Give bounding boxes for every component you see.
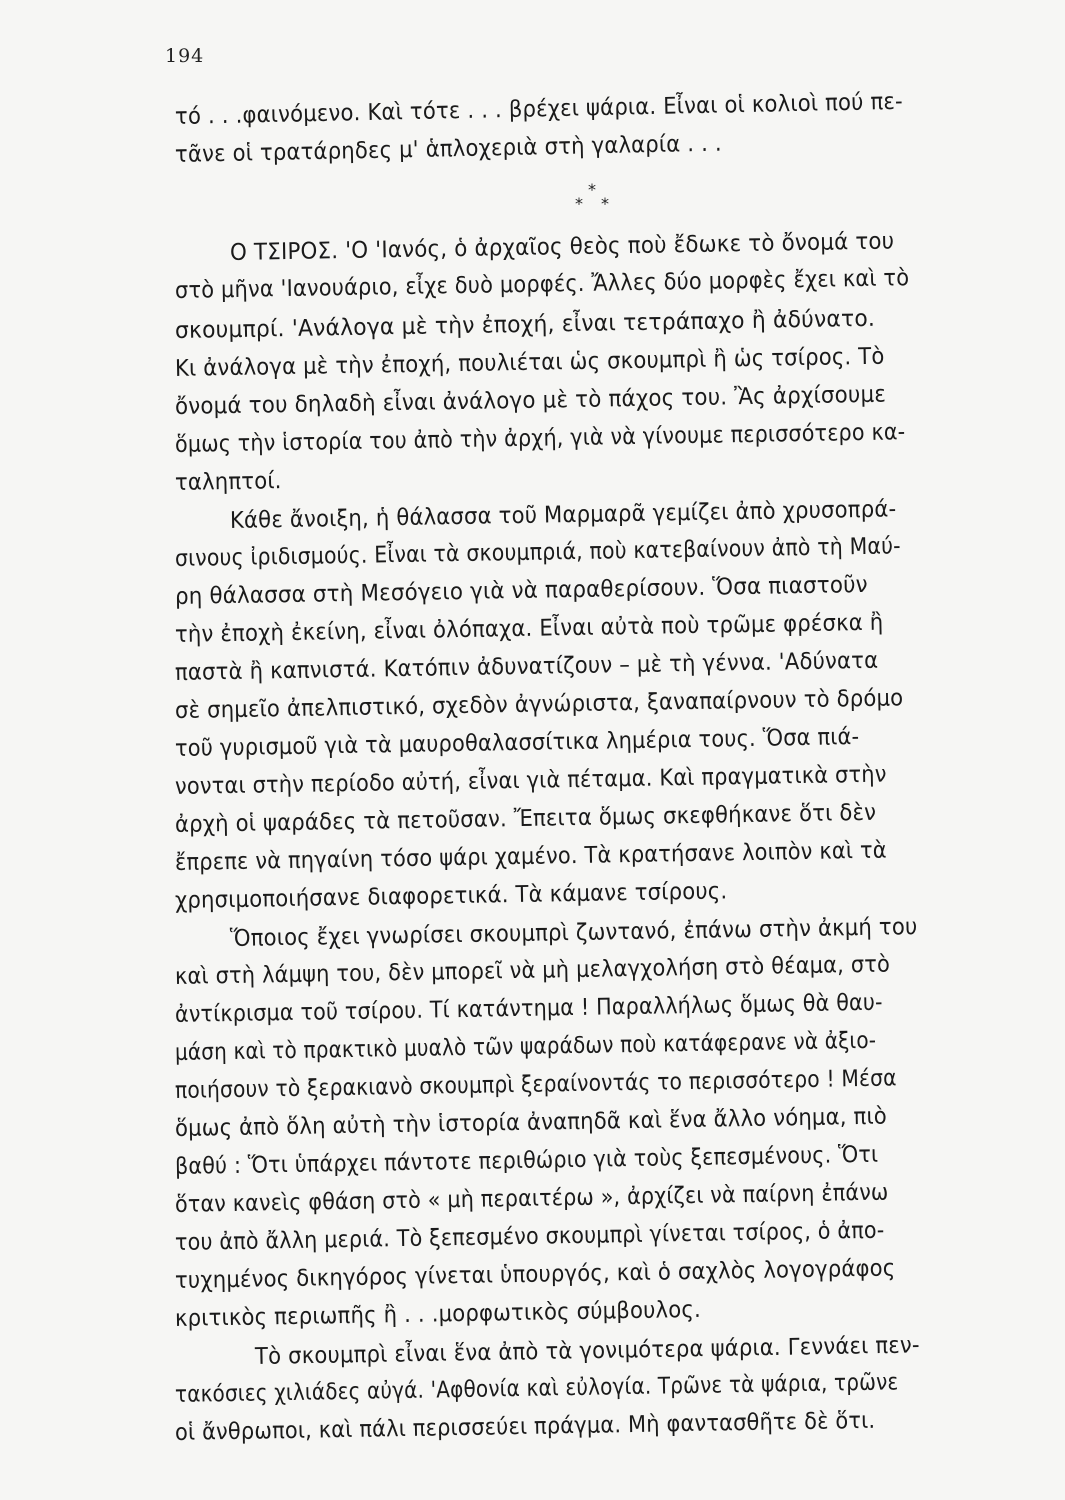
text-line: νονται στὴν περίοδο αὐτή, εἶναι γιὰ πέταμα. Καὶ πραγματικὰ στὴν	[174, 761, 887, 800]
text-line: κριτικὸς περιωπῆς ἢ . . .μορφωτικὸς σύμβουλος.	[174, 1296, 702, 1332]
text-line: τυχημένος δικηγόρος γίνεται ὑπουργός, καὶ ὁ σαχλὸς λογογράφος	[174, 1255, 896, 1294]
text-line: παστὰ ἢ καπνιστά. Κατόπιν ἀδυνατίζουν – μὲ τὴ γέννα. 'Αδύνατα	[174, 647, 879, 686]
text-line: τοῦ γυρισμοῦ γιὰ τὰ μαυροθαλασσίτικα λημέρια τους. Ὅσα πιά-	[174, 724, 860, 762]
section-separator	[575, 180, 615, 220]
text-line: ποιήσουν τὸ ξερακιανὸ σκουμπρὶ ξεραίνοντάς το περισσότερο ! Μέσα	[174, 1065, 897, 1104]
text-line: ὅταν κανεὶς φθάση στὸ « μὴ περαιτέρω », ἀρχίζει νὰ παίρνη ἐπάνω	[174, 1179, 889, 1218]
text-line: στὸ μῆνα 'Ιανουάριο, εἶχε δυὸ μορφές. Ἄλλες δύο μορφὲς ἔχει καὶ τὸ	[174, 265, 910, 304]
text-line: Κι ἀνάλογα μὲ τὴν ἐποχή, πουλιέται ὡς σκουμπρὶ ἢ ὡς τσίρος. Τὸ	[174, 343, 885, 382]
text-line: ἔπρεπε νὰ πηγαίνη τόσο ψάρι χαμένο. Τὰ κρατήσανε λοιπὸν καὶ τὰ	[174, 837, 887, 876]
text-line: του ἀπὸ ἄλλη μεριά. Τὸ ξεπεσμένο σκουμπρὶ γίνεται τσίρος, ὁ ἀπο-	[174, 1217, 885, 1256]
text-line: ρη θάλασσα στὴ Μεσόγειο γιὰ νὰ παραθερίσουν. Ὅσα πιαστοῦν	[174, 571, 869, 610]
separator-star-right: *	[601, 194, 609, 213]
text-line: τακόσιες χιλιάδες αὐγά. 'Αφθονία καὶ εὐλογία. Τρῶνε τὰ ψάρια, τρῶνε	[174, 1369, 899, 1408]
text-line: ἀντίκρισμα τοῦ τσίρου. Τί κατάντημα ! Παραλλήλως ὅμως θὰ θαυ-	[174, 989, 883, 1028]
separator-star-left: *	[575, 194, 583, 213]
text-line: καὶ στὴ λάμψη του, δὲν μπορεῖ νὰ μὴ μελαγχολήση στὸ θέαμα, στὸ	[174, 951, 891, 990]
text-line: Κάθε ἄνοιξη, ἡ θάλασσα τοῦ Μαρμαρᾶ γεμίζει ἀπὸ χρυσοπρά-	[229, 496, 897, 534]
text-line: οἱ ἄνθρωποι, καὶ πάλι περισσεύει πράγμα. Μὴ φαντασθῆτε δὲ ὅτι.	[174, 1407, 876, 1446]
text-line: ταληπτοί.	[174, 468, 282, 496]
text-line: σκουμπρί. 'Ανάλογα μὲ τὴν ἐποχή, εἶναι τετράπαχο ἢ ἀδύνατο.	[174, 305, 876, 344]
text-line: τὴν ἐποχὴ ἐκείνη, εἶναι ὀλόπαχα. Εἶναι αὐτὰ ποὺ τρῶμε φρέσκα ἢ	[174, 609, 884, 648]
page-number: 194	[165, 45, 205, 67]
text-line: Τὸ σκουμπρὶ εἶναι ἕνα ἀπὸ τὰ γονιμότερα ψάρια. Γεννάει πεν-	[254, 1332, 920, 1370]
text-line: σὲ σημεῖο ἀπελπιστικό, σχεδὸν ἀγνώριστα, ξαναπαίρνουν τὸ δρόμο	[174, 685, 904, 724]
text-line: μάση καὶ τὸ πρακτικὸ μυαλὸ τῶν ψαράδων ποὺ κατάφερανε νὰ ἀξιο-	[174, 1027, 877, 1066]
text-line: Ο ΤΣΙΡΟΣ. 'Ο 'Ιανός, ὁ ἀρχαῖος θεὸς ποὺ ἔδωκε τὸ ὄνομά του	[229, 228, 895, 266]
text-line: βαθύ : Ὅτι ὑπάρχει πάντοτε περιθώριο γιὰ τοὺς ξεπεσμένους. Ὅτι	[174, 1141, 879, 1180]
text-line: ὅμως τὴν ἱστορία του ἀπὸ τὴν ἀρχή, γιὰ νὰ γίνουμε περισσότερο κα-	[174, 419, 906, 458]
text-line: ὅμως ἀπὸ ὅλη αὐτὴ τὴν ἱστορία ἀναπηδᾶ καὶ ἕνα ἄλλο νόημα, πιὸ	[174, 1103, 888, 1142]
text-line: χρησιμοποιήσανε διαφορετικά. Τὰ κάμανε τσίρους.	[174, 878, 728, 914]
text-line: τό . . .φαινόμενο. Καὶ τότε . . . βρέχει ψάρια. Εἶναι οἱ κολιοὶ πού πε-	[174, 88, 904, 130]
separator-star-top: *	[588, 180, 596, 199]
text-line: τᾶνε οἱ τρατάρηδες μ' ἁπλοχεριὰ στὴ γαλαρία . . .	[174, 130, 723, 168]
text-line: Ὅποιος ἔχει γνωρίσει σκουμπρὶ ζωντανό, ἐπάνω στὴν ἀκμή του	[229, 914, 918, 952]
text-line: ὄνομά του δηλαδὴ εἶναι ἀνάλογο μὲ τὸ πάχος του. Ἂς ἀρχίσουμε	[174, 381, 887, 420]
text-line: σινους ἰριδισμούς. Εἶναι τὰ σκουμπριά, ποὺ κατεβαίνουν ἀπὸ τὴ Μαύ-	[174, 533, 901, 572]
text-line: ἀρχὴ οἱ ψαράδες τὰ πετοῦσαν. Ἔπειτα ὅμως σκεφθήκανε ὅτι δὲν	[174, 799, 877, 838]
